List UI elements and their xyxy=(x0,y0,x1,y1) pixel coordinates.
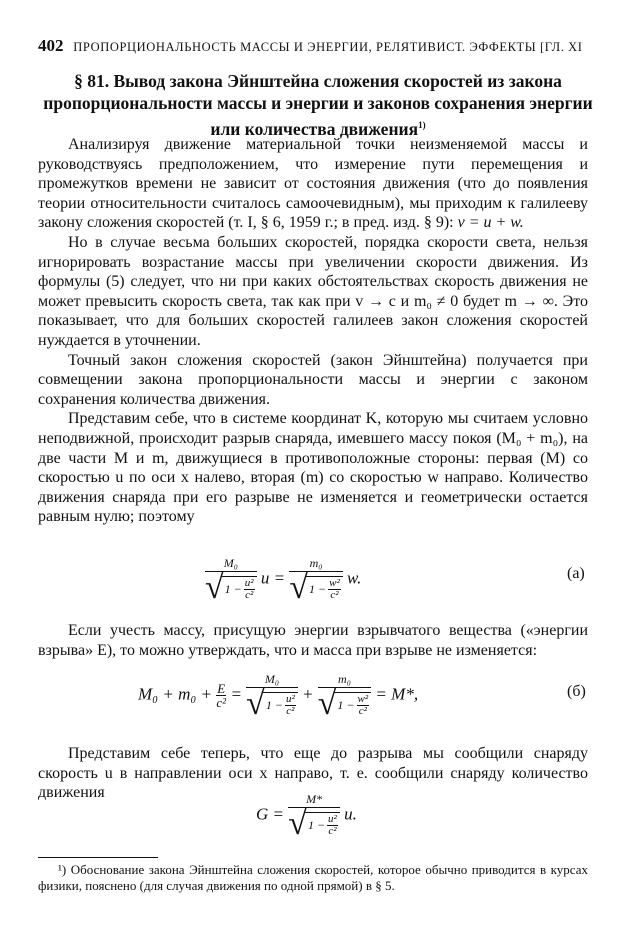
fraction xyxy=(317,672,371,722)
plus-sign: + xyxy=(200,684,212,704)
equals-sign: = xyxy=(273,568,286,588)
period: . xyxy=(352,804,357,824)
numerator: M* xyxy=(306,792,323,806)
footnote xyxy=(38,862,588,894)
numerator: m₀ xyxy=(338,672,351,686)
radicand xyxy=(305,812,340,837)
small-numerator: u² xyxy=(244,576,254,589)
var-w: w xyxy=(347,568,358,588)
denominator xyxy=(246,685,298,722)
numerator: M₀ xyxy=(223,556,238,570)
equals-sign: = xyxy=(272,804,285,824)
energy-fraction xyxy=(216,682,226,709)
small-numerator: u² xyxy=(285,692,295,705)
running-header xyxy=(38,36,598,56)
small-fraction xyxy=(244,578,255,601)
equation-momentum xyxy=(256,792,357,842)
small-fraction xyxy=(285,694,296,717)
plus-sign: + xyxy=(162,684,174,704)
footnote-mark: 1) xyxy=(418,120,426,130)
paragraph: Точный закон сложения скоростей (закон Эйнштейна) получается при совмещении закона пропорциональности массы и энергии с законом сохранения количества движения. xyxy=(38,351,588,408)
sqrt-symbol: √ xyxy=(205,569,224,606)
one-minus: 1 − xyxy=(307,817,326,832)
sqrt-symbol: √ xyxy=(288,805,307,842)
var-u: u xyxy=(260,568,270,588)
small-fraction xyxy=(327,814,338,837)
numerator: M₀ xyxy=(264,672,280,686)
small-denominator: c² xyxy=(328,824,337,837)
paragraph: Представим себе, что в системе координат K, которую мы считаем условно неподвижной, происходит разрыв снаряда, имевшего массу покоя (M₀ + m₀), на две части M и m, движущиеся в противоположные стороны: первая (M) со скоростью u по оси x налево, вторая (m) со скоростью w направо. Количество движения снаряда при его разрыве не изменяется и геометрически остается равным нулю; поэтому xyxy=(38,410,588,526)
equation-b xyxy=(138,672,419,722)
var-G: G xyxy=(256,804,269,824)
small-fraction xyxy=(328,578,341,601)
var-u: u xyxy=(344,804,353,824)
var-M0: M₀ xyxy=(138,684,159,704)
numerator: m₀ xyxy=(309,556,323,570)
radical xyxy=(289,569,342,606)
small-numerator: w² xyxy=(357,692,369,705)
paragraph: Если учесть массу, присущую энергии взрывчатого вещества («энергии взрыва» E), то можно утверждать, что и масса при взрыве не изменяется: xyxy=(38,622,588,659)
small-numerator: w² xyxy=(329,576,340,589)
paragraph: Но в случае весьма больших скоростей, порядка скорости света, нельзя игнорировать возрастание массы при увеличении скорости движения. Из формулы (5) следует, что ни при каких обстоятельствах скорость движения не может превысить скорость света, так как при v → c и m₀ ≠ 0 будет m → ∞. Это показывает, что для больших скоростей галилеев закон сложения скоростей нуждается в уточнении. xyxy=(38,233,588,349)
fraction xyxy=(288,792,340,842)
small-denominator: c² xyxy=(286,704,295,717)
fraction xyxy=(205,556,257,606)
radical xyxy=(288,805,340,842)
radical xyxy=(246,685,298,722)
denominator xyxy=(205,569,257,606)
radicand xyxy=(334,692,371,717)
small-numerator: u² xyxy=(328,812,337,825)
radicand xyxy=(306,576,343,601)
sqrt-symbol: √ xyxy=(289,569,308,606)
one-minus: 1 − xyxy=(309,581,327,596)
radical xyxy=(205,569,257,606)
radicand xyxy=(263,692,298,717)
radical xyxy=(317,685,371,722)
denominator xyxy=(289,569,342,606)
comma: , xyxy=(413,684,419,704)
one-minus: 1 − xyxy=(265,697,283,712)
equation-a xyxy=(205,556,362,606)
paragraph: Представим себе теперь, что еще до разрыва мы сообщили снаряду скорость u в направлении оси x направо, т. е. сообщили снаряду количество движения xyxy=(38,745,588,802)
small-denominator: c² xyxy=(245,588,254,601)
equation-label-b: (б) xyxy=(567,683,586,700)
period: . xyxy=(357,568,362,588)
small-numerator: E xyxy=(217,681,226,696)
equals-sign: = xyxy=(375,684,387,704)
paragraph xyxy=(38,135,588,233)
text-block-1 xyxy=(38,135,588,527)
fraction xyxy=(246,672,298,722)
var-m0: m₀ xyxy=(178,684,197,704)
section-title xyxy=(38,70,598,140)
equation-label-a: (а) xyxy=(567,565,585,582)
galilean-formula: v = u + w. xyxy=(457,214,524,232)
small-denominator: c² xyxy=(330,588,339,601)
one-minus: 1 − xyxy=(337,697,355,712)
var-Mstar: M* xyxy=(391,684,414,704)
text-block-2 xyxy=(38,621,588,660)
denominator xyxy=(317,685,371,722)
small-fraction xyxy=(357,694,370,717)
radicand xyxy=(222,576,257,601)
running-title: ПРОПОРЦИОНАЛЬНОСТЬ МАССЫ И ЭНЕРГИИ, РЕЛЯТИВИСТ. ЭФФЕКТЫ [ГЛ. XI xyxy=(73,40,583,54)
footnote-text: ¹) Обоснование закона Эйнштейна сложения скоростей, которое обычно приводится в курсах физики, пояснено (для случая движения по одной прямой) в § 5. xyxy=(38,862,588,893)
paragraph-text: Анализируя движение материальной точки неизменяемой массы и руководствуясь предположением, что измерение пути перемещения и промежутков времени не зависит от состояния движения (что до появления теории относительности считалось самоочевидным), мы приходим к галилееву закону сложения скоростей (т. I, § 6, 1959 г.; в пред. изд. § 9): xyxy=(38,136,588,232)
denominator xyxy=(288,805,340,842)
equals-sign: = xyxy=(230,684,242,704)
one-minus: 1 − xyxy=(224,581,242,596)
sqrt-symbol: √ xyxy=(317,685,337,722)
fraction xyxy=(289,556,342,606)
small-denominator: c² xyxy=(216,695,227,710)
sqrt-symbol: √ xyxy=(246,685,265,722)
page-number: 402 xyxy=(38,36,64,55)
small-denominator: c² xyxy=(358,704,367,717)
plus-sign: + xyxy=(302,684,314,704)
footnote-divider xyxy=(38,857,158,858)
section-title-text: § 81. Вывод закона Эйнштейна сложения скоростей из закона пропорциональности массы и энергии и законов сохранения энергии или количества движения xyxy=(43,71,593,139)
